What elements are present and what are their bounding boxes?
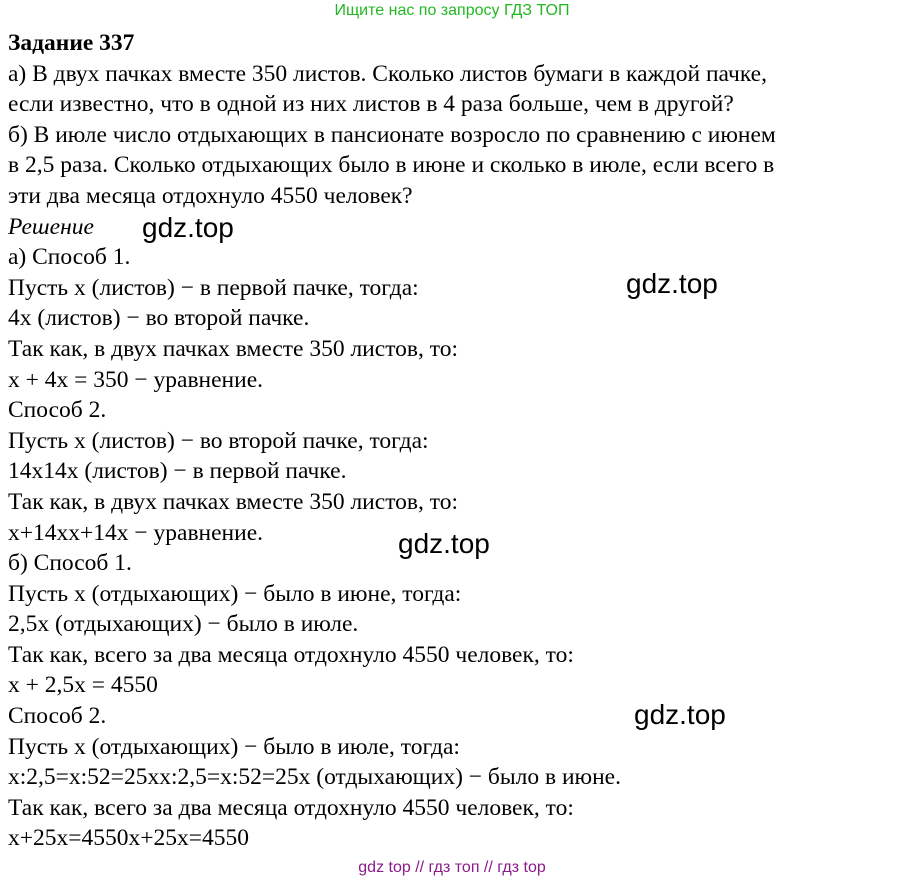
solution-line: 2,5x (отдыхающих) − было в июле.	[8, 611, 359, 638]
task-content	[8, 28, 898, 854]
condition-line: в 2,5 раза. Сколько отдыхающих было в июне и сколько в июле, если всего в	[8, 152, 775, 179]
solution-line: x + 2,5x = 4550	[8, 672, 158, 699]
solution-heading: Решение	[8, 213, 94, 240]
solution-line: Способ 2.	[8, 397, 107, 424]
solution-line: Пусть x (листов) − во второй пачке, тогда:	[8, 427, 429, 454]
solution-line: Так как, в двух пачках вместе 350 листов, то:	[8, 335, 458, 362]
solution-line: Пусть x (отдыхающих) − было в июле, тогда:	[8, 733, 460, 760]
solution-line: x + 4x = 350 − уравнение.	[8, 366, 264, 393]
condition-line: а) В двух пачках вместе 350 листов. Сколько листов бумаги в каждой пачке,	[8, 60, 767, 87]
solution-line: x:2,5=x:52=25xx:2,5=x:52=25x (отдыхающих) − было в июне.	[8, 764, 621, 791]
watermark: gdz.top	[142, 212, 234, 243]
solution-line: Способ 2.	[8, 703, 107, 730]
solution-line: Пусть x (листов) − в первой пачке, тогда:	[8, 274, 419, 301]
condition-line: б) В июле число отдыхающих в пансионате возросло по сравнению с июнем	[8, 121, 776, 148]
solution-line: а) Способ 1.	[8, 244, 131, 271]
watermark: gdz.top	[634, 699, 726, 730]
task-title: Задание 337	[8, 30, 135, 56]
solution-line: Так как, всего за два месяца отдохнуло 4550 человек, то:	[8, 794, 574, 821]
condition-line: эти два месяца отдохнуло 4550 человек?	[8, 182, 413, 209]
solution-line: x+14xx+14x − уравнение.	[8, 519, 264, 546]
solution-line: б) Способ 1.	[8, 550, 132, 577]
solution-line: Так как, в двух пачках вместе 350 листов, то:	[8, 488, 458, 515]
solution-line: 14x14x (листов) − в первой пачке.	[8, 458, 347, 485]
watermark: gdz.top	[398, 528, 490, 559]
solution-line: x+25x=4550x+25x=4550	[8, 825, 250, 852]
condition-line: если известно, что в одной из них листов в 4 раза больше, чем в другой?	[8, 91, 734, 118]
footer: gdz top // гдз топ // гдз top	[358, 859, 546, 876]
solution-line: 4x (листов) − во второй пачке.	[8, 305, 310, 332]
watermark: gdz.top	[626, 268, 718, 299]
solution-line: Пусть x (отдыхающих) − было в июне, тогда:	[8, 580, 462, 607]
top-banner: Ищите нас по запросу ГДЗ ТОП	[334, 2, 570, 19]
solution-line: Так как, всего за два месяца отдохнуло 4550 человек, то:	[8, 641, 574, 668]
